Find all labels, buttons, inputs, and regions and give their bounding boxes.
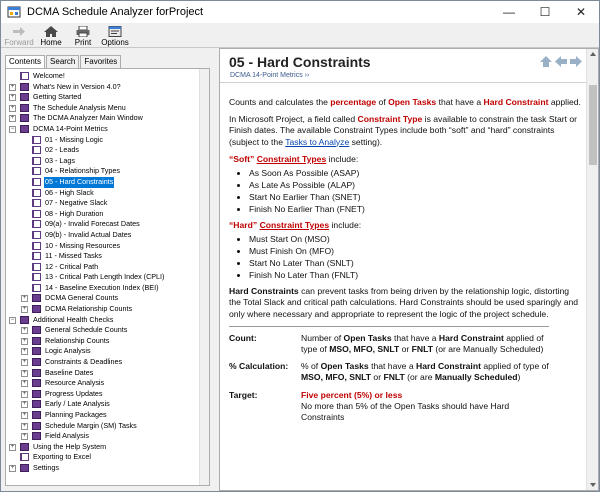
tree-item[interactable] [9,135,207,146]
topic-header [220,49,586,82]
tree-item[interactable] [9,241,207,252]
tree-item-label: The Schedule Analysis Menu [33,102,126,112]
next-topic-button[interactable] [570,56,582,67]
expand-icon[interactable]: + [22,390,27,397]
tree-item-label: 02 - Leads [45,145,79,155]
tree-item[interactable] [9,442,207,453]
tree-item-label: 06 - High Slack [45,187,94,197]
left-arrow-icon [555,56,567,67]
list-item: • As Late As Possible (ALAP) [249,179,581,191]
calculation-row [229,361,581,383]
tree-item[interactable] [9,378,207,389]
book-icon [20,114,29,122]
tree-item-label: 13 - Critical Path Length Index (CPLI) [45,272,165,282]
tree-item[interactable] [9,262,207,273]
list-item: • Finish No Earlier Than (FNET) [249,203,581,215]
topic-page-icon [32,210,41,218]
term-hard-constraints: Hard Constraints [229,286,299,297]
term: FNLT [383,372,405,383]
tree-item-label: Relationship Counts [45,335,110,345]
nav-tabs [5,55,122,69]
minimize-button[interactable] [491,1,527,23]
tree-item-label: Field Analysis [45,431,89,441]
tree-item-label: Welcome! [33,71,65,80]
print-button[interactable] [67,23,99,47]
book-icon [32,379,41,387]
tree-item[interactable] [9,283,207,294]
hard-constraint-list [249,233,581,281]
tab-favorites[interactable]: Favorites [80,55,121,68]
tree-item[interactable] [9,92,207,103]
text: of [376,97,389,107]
expand-icon[interactable]: + [22,369,27,376]
tree-item[interactable] [9,209,207,220]
target-row [229,390,581,424]
topic-page-icon [32,220,41,228]
tree-item-label: Early / Late Analysis [45,399,110,409]
book-icon [20,93,29,101]
book-icon [32,305,41,313]
tree-item-label: 09(b) - Invalid Actual Dates [45,229,132,239]
tree-item-label: What's New in Version 4.0? [33,81,121,91]
tree-item[interactable] [9,421,207,432]
expand-icon[interactable]: + [22,337,27,344]
tree-item-label: Resource Analysis [45,378,105,388]
topic-page-icon [20,72,29,80]
book-icon [32,422,41,430]
topic-scrollbar[interactable] [586,49,598,490]
tree-item[interactable] [9,368,207,379]
book-icon [20,104,29,112]
scroll-down-icon[interactable] [590,483,596,487]
term-constraint-types: Constraint Types [259,220,330,231]
home-button[interactable] [35,23,67,47]
tree-item[interactable] [9,124,207,135]
topic-page-icon [32,242,41,250]
tree-item[interactable] [9,431,207,442]
tree-item[interactable] [9,304,207,315]
term: MSO, MFO, SNLT [329,344,400,355]
tree-item-label: 10 - Missing Resources [45,240,121,250]
tree-item[interactable] [9,71,207,82]
tree-item-label: Additional Health Checks [33,314,114,324]
open-book-icon [20,316,29,324]
text: or [371,372,384,383]
tree-item[interactable] [9,166,207,177]
term-percentage: percentage [330,97,377,107]
header-divider [220,82,586,83]
tree-item[interactable] [9,357,207,368]
toolbar [1,23,599,47]
book-icon [32,358,41,366]
term: Manually Scheduled [434,372,518,383]
tree-item[interactable] [9,177,207,188]
topic-page-icon [32,136,41,144]
expand-icon[interactable]: + [10,94,15,101]
topic-pane [219,48,599,491]
tree-item[interactable] [9,82,207,93]
tree-item[interactable] [9,272,207,283]
tree-item-label: Exporting to Excel [33,452,91,462]
tree-item[interactable] [9,463,207,474]
term-open-tasks: Open Tasks [388,97,437,107]
tree-item-label: Using the Help System [33,441,107,451]
topic-page-icon [32,167,41,175]
book-icon [32,432,41,440]
previous-topic-button[interactable] [555,56,567,67]
text: (or are [404,372,435,383]
expand-icon[interactable]: + [10,115,15,122]
close-icon: ✕ [575,5,587,19]
tree-item-label: 08 - High Duration [45,208,104,218]
expand-icon[interactable]: + [22,295,27,302]
tree-item-label: 04 - Relationship Types [45,166,120,176]
term-hard-constraint: Hard Constraint [483,97,549,107]
text: that have a [436,97,484,107]
tree-item[interactable] [9,251,207,262]
topic-content [229,97,581,429]
text: Number of [301,332,344,343]
book-icon [32,294,41,302]
text: applied. [548,97,581,107]
soft-constraint-list [249,167,581,215]
scroll-up-icon[interactable] [590,52,596,56]
tree-item[interactable] [9,346,207,357]
text: is available to constrain the task Start or Finish dates. The available Constraint Types include both “soft” and “hard” constraints (subject to the [229,114,578,147]
window-title: DCMA Schedule Analyzer forProject [27,6,204,18]
tree-item[interactable] [9,230,207,241]
breadcrumb[interactable]: DCMA 14-Point Metrics ›› [230,72,310,79]
tree-item[interactable] [9,315,207,326]
list-item: • As Soon As Possible (ASAP) [249,167,581,179]
book-icon [20,443,29,451]
target-description: No more than 5% of the Open Tasks should have Hard Constraints [301,400,510,423]
topic-page-icon [20,453,29,461]
home-label: Home [40,38,62,47]
tree-item-label: The DCMA Analyzer Main Window [33,113,143,123]
maximize-icon: ☐ [539,5,551,19]
tree-item[interactable] [9,389,207,400]
target-label: Target: [229,389,258,400]
book-icon [32,369,41,377]
tree-item[interactable] [9,219,207,230]
text: (or are Manually Scheduled) [432,344,544,355]
term: MSO, MFO, SNLT [301,372,372,383]
list-item: • Start No Earlier Than (SNET) [249,191,581,203]
app-icon [7,5,21,19]
text: include: [326,153,359,164]
topic-title: 05 - Hard Constraints [229,54,371,70]
text: applied of type of [301,332,544,355]
book-icon [32,400,41,408]
count-label: Count: [229,332,257,343]
text: In Microsoft Project, a field called [229,114,358,125]
text: “Hard” [229,220,260,231]
book-icon [32,337,41,345]
tree-item[interactable] [9,198,207,209]
list-item: • Must Finish On (MFO) [249,245,581,257]
expand-icon[interactable]: + [22,327,27,334]
up-arrow-icon [540,56,552,67]
tree-item-label: 01 - Missing Logic [45,134,103,144]
tree-item-label: 03 - Lags [45,155,75,165]
text: ) [517,372,521,383]
tree-item-label: 14 - Baseline Execution Index (BEI) [45,282,159,292]
tree-item[interactable] [9,156,207,167]
hard-constraints-paragraph [229,286,581,320]
topic-page-icon [32,263,41,271]
tree-item-label: Planning Packages [45,410,107,419]
tree-item-label: Logic Analysis [45,346,91,356]
list-item: • Finish No Later Than (FNLT) [249,269,581,281]
options-button[interactable] [99,23,131,47]
contents-tree [9,71,207,474]
text: Counts and calculates the [229,97,331,107]
tree-item[interactable] [9,452,207,463]
tree-item-label: General Schedule Counts [45,325,128,335]
book-icon [32,326,41,334]
topic-page-icon [32,157,41,165]
term-constraint-types: Constraint Types [256,153,327,164]
book-icon [32,347,41,355]
topic-page-icon [32,146,41,154]
book-icon [20,83,29,91]
tree-item[interactable] [9,113,207,124]
term: Hard Constraint [416,361,481,372]
right-arrow-icon [570,56,582,67]
count-value [301,333,551,355]
intro-paragraph [229,97,581,108]
expand-icon[interactable]: + [22,306,27,313]
tree-item[interactable] [9,293,207,304]
tree-item-label: 11 - Missed Tasks [45,251,102,261]
table-divider [229,326,549,327]
tree-item-label: 07 - Negative Slack [45,198,108,208]
calculation-label: % Calculation: [229,361,289,372]
expand-icon[interactable]: + [10,443,15,450]
tree-item[interactable] [9,410,207,421]
book-icon [20,464,29,472]
text: setting). [349,136,383,147]
expand-icon[interactable]: + [10,464,15,471]
collapse-icon[interactable]: − [10,125,15,132]
constraint-type-paragraph [229,114,581,148]
forward-button[interactable] [3,23,35,47]
forward-arrow-icon [12,26,26,37]
print-icon [76,26,90,37]
term-constraint-type: Constraint Type [357,114,423,125]
tree-item-label: Progress Updates [45,388,103,398]
text: applied of type of [480,361,549,372]
topic-page-icon [32,273,41,281]
navigation-pane [3,51,213,489]
tab-search[interactable]: Search [46,55,79,68]
expand-icon[interactable]: + [22,412,27,418]
soft-heading [229,154,581,165]
print-label: Print [74,38,92,47]
tree-item-label: Constraints & Deadlines [45,357,123,367]
expand-icon[interactable]: + [22,380,27,387]
tree-item[interactable] [9,103,207,114]
list-item: • Start No Later Than (SNLT) [249,257,581,269]
topic-page-icon [32,231,41,239]
tree-item-label: DCMA 14-Point Metrics [33,123,108,133]
list-item: • Must Start On (MSO) [249,233,581,245]
topic-nav [537,56,582,67]
tree-item-label: DCMA Relationship Counts [45,304,133,314]
close-button[interactable] [563,1,599,23]
tree-item[interactable] [9,325,207,336]
expand-icon[interactable]: + [22,348,27,355]
term: Open Tasks [320,361,369,372]
contents-tree-panel [5,68,210,486]
up-topic-button[interactable] [540,56,552,67]
tree-item-label: Schedule Margin (SM) Tasks [45,420,137,430]
tree-item-label: Baseline Dates [45,367,94,377]
expand-icon[interactable]: + [10,104,15,111]
calculation-value [301,361,551,383]
topic-page-icon [32,178,41,186]
options-label: Options [101,38,129,47]
tree-scrollbar[interactable] [199,69,209,485]
home-icon [44,26,58,37]
tree-item[interactable] [9,145,207,156]
tab-contents[interactable]: Contents [5,55,45,69]
collapse-icon[interactable]: − [10,316,15,323]
tree-item-label: 12 - Critical Path [45,261,99,271]
tree-item-label: Settings [33,462,59,472]
text: that have a [391,332,439,343]
options-icon [108,26,122,37]
forward-label: Forward [4,38,34,47]
term: FNLT [411,344,433,355]
tasks-to-analyze-link[interactable]: Tasks to Analyze [285,136,350,147]
expand-icon[interactable]: + [22,359,27,366]
tree-item-label: Getting Started [33,92,82,102]
title-bar [1,1,599,23]
term: Open Tasks [343,332,392,343]
open-book-icon [20,125,29,133]
text: include: [329,220,362,231]
book-icon [32,390,41,398]
target-threshold: Five percent (5%) or less [301,389,403,400]
topic-page-icon [32,284,41,292]
tree-item[interactable] [9,399,207,410]
expand-icon[interactable]: + [22,401,27,408]
topic-page-icon [32,189,41,197]
expand-icon[interactable]: + [10,83,15,90]
text: or [399,344,412,355]
scroll-thumb[interactable] [589,85,597,165]
text: can prevent tasks from being driven by the relationship logic, distorting the Total Slack and critical path calculations. Hard Constraints should be used sparingly and only where necessary and appropriate to represent the logic of the project schedule. [229,286,579,319]
tree-item-label: DCMA General Counts [45,293,119,303]
minimize-icon: — [503,5,515,19]
text: “Soft” [229,153,257,164]
topic-page-icon [32,199,41,207]
term: Hard Constraint [438,332,504,343]
tree-item[interactable] [9,336,207,347]
tree-item-label: 09(a) - Invalid Forecast Dates [45,219,140,229]
tree-item[interactable] [9,188,207,199]
tree-item-label: 05 - Hard Constraints [45,176,114,186]
maximize-button[interactable] [527,1,563,23]
book-icon [32,411,41,419]
text: % of [301,361,321,372]
target-value [301,390,551,424]
topic-page-icon [32,252,41,260]
hard-heading [229,220,581,231]
expand-icon[interactable]: + [22,433,27,440]
text: that have a [368,361,416,372]
expand-icon[interactable]: + [22,422,27,429]
count-row [229,333,581,355]
